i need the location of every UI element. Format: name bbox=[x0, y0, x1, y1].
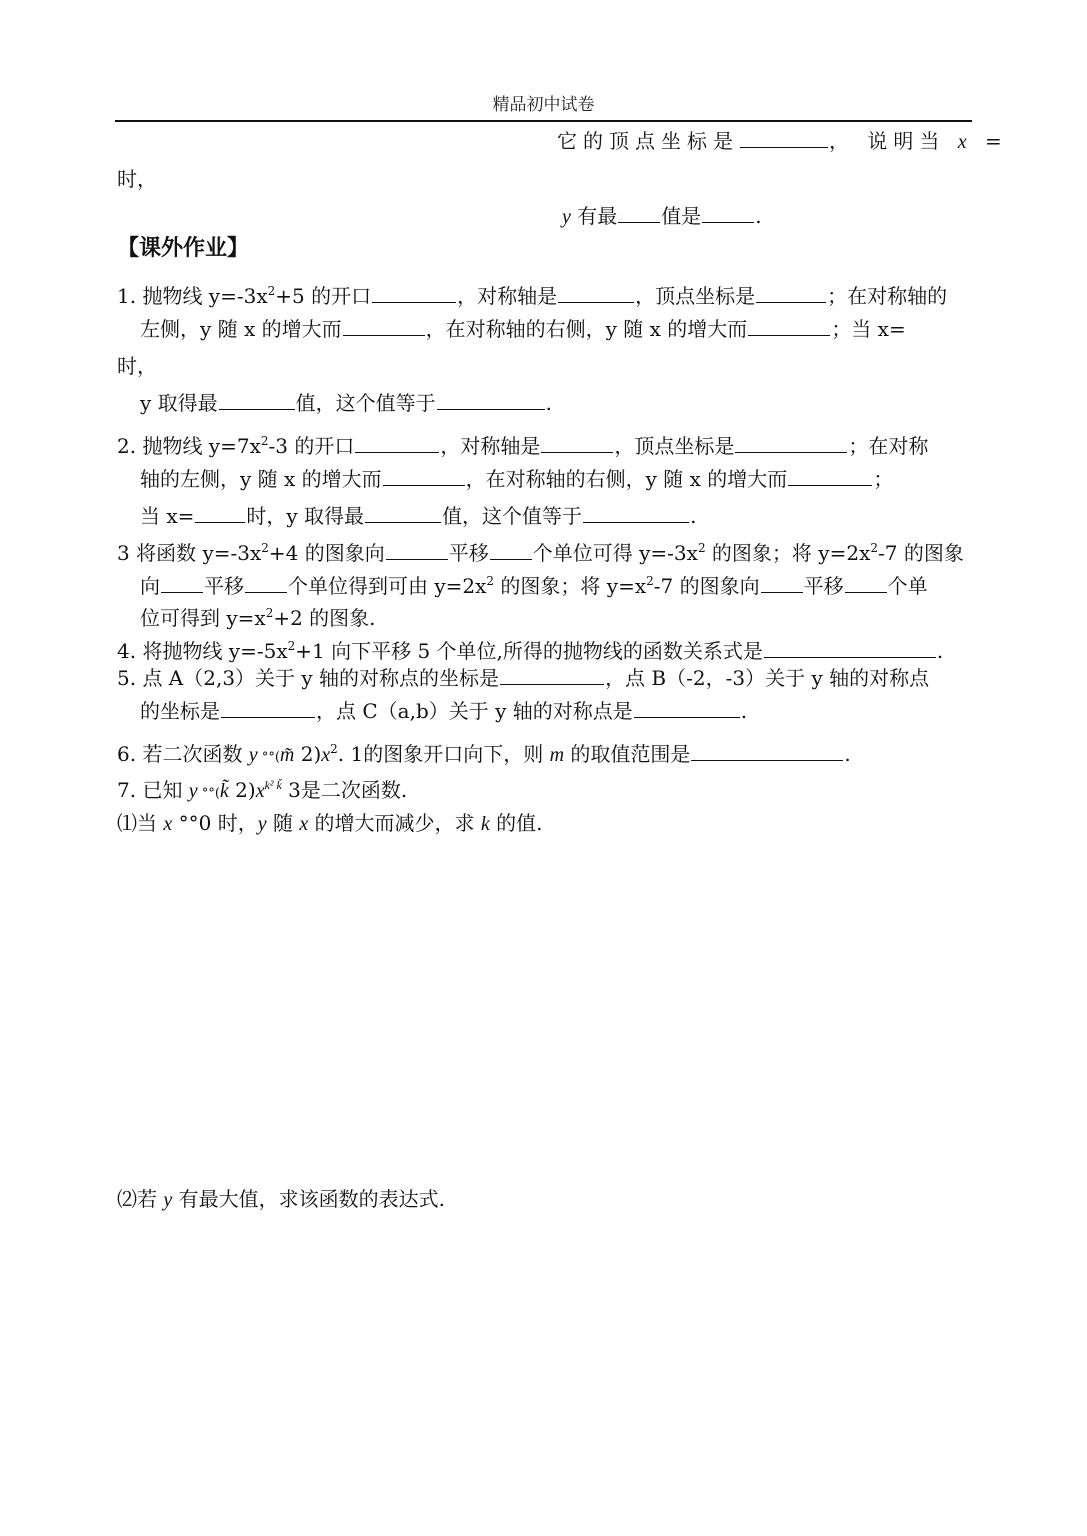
text: -7 的图象向 bbox=[653, 574, 760, 598]
text: 平移 bbox=[204, 574, 244, 598]
text: 值是 bbox=[661, 204, 702, 228]
text: 的图象开口向下，则 bbox=[363, 742, 550, 766]
page-header: 精品初中试卷 bbox=[115, 90, 972, 122]
text: ； bbox=[873, 467, 894, 491]
blank bbox=[634, 699, 740, 718]
text: ；当 x= bbox=[831, 317, 906, 341]
blank bbox=[740, 129, 828, 148]
intro-line-1 bbox=[557, 128, 1008, 155]
blank bbox=[245, 574, 287, 593]
superscript: 2 bbox=[870, 541, 878, 555]
blank bbox=[437, 391, 545, 410]
text: ⑵若 bbox=[117, 1187, 164, 1211]
var-x: x bbox=[321, 744, 331, 766]
blank bbox=[735, 434, 847, 453]
section-title: 【课外作业】 bbox=[117, 236, 250, 261]
text: ，点 B（-2，-3）关于 y 轴的对称点 bbox=[605, 666, 930, 690]
intro-line-3 bbox=[562, 203, 762, 230]
q4-line bbox=[117, 633, 943, 664]
var-x: x bbox=[255, 780, 265, 802]
text: 1. 抛物线 y=-3x bbox=[117, 284, 268, 308]
text: 3 将函数 y=-3x bbox=[117, 541, 262, 565]
blank bbox=[195, 504, 245, 523]
blank bbox=[761, 574, 803, 593]
text: ，对称轴是 bbox=[440, 434, 541, 458]
text: 7. 已知 bbox=[117, 778, 189, 802]
superscript: 2 bbox=[287, 639, 296, 653]
blank bbox=[764, 639, 936, 658]
var-k: k̃ bbox=[219, 780, 229, 802]
text: . bbox=[740, 699, 748, 723]
text: 位可得到 y=x bbox=[140, 606, 266, 630]
blank bbox=[219, 391, 295, 410]
text: 平移 bbox=[803, 574, 844, 598]
text: ⑴当 bbox=[117, 811, 164, 835]
text: 它的顶点坐标是 bbox=[557, 129, 739, 153]
blank bbox=[583, 504, 689, 523]
text: +4 的图象向 bbox=[268, 541, 385, 565]
var-m: m bbox=[549, 744, 565, 766]
text: +5 的开口 bbox=[275, 284, 372, 308]
text: ；在对称 bbox=[848, 434, 929, 458]
text: 5. 点 A（2,3）关于 y 轴的对称点的坐标是 bbox=[117, 666, 500, 690]
text: °°( bbox=[257, 750, 280, 765]
var-y: y bbox=[248, 744, 258, 766]
superscript: 2 bbox=[697, 541, 706, 555]
text: 的取值范围是 bbox=[564, 742, 691, 766]
text: 有最大值，求该函数的表达式. bbox=[172, 1187, 445, 1211]
blank bbox=[541, 434, 613, 453]
superscript: 2 bbox=[646, 574, 654, 588]
blank bbox=[365, 504, 441, 523]
var-y: y bbox=[163, 1189, 173, 1211]
superscript: 2 bbox=[486, 574, 495, 588]
text: 轴的左侧，y 随 x 的增大而 bbox=[140, 467, 382, 491]
blank bbox=[756, 284, 826, 303]
q5-line-1 bbox=[117, 665, 929, 691]
text: °°0 时， bbox=[172, 811, 258, 835]
text: 的坐标是 bbox=[140, 699, 220, 723]
text: 有最 bbox=[570, 204, 618, 228]
superscript: 2 bbox=[260, 434, 269, 448]
text: 随 bbox=[266, 811, 300, 835]
text: 的值. bbox=[489, 811, 543, 835]
q2-line-1 bbox=[117, 428, 928, 459]
var-x: x bbox=[163, 813, 173, 835]
text: -3 的开口 bbox=[268, 434, 355, 458]
text: +1 向下平移 5 个单位,所得的抛物线的函数关系式是 bbox=[295, 639, 763, 663]
blank bbox=[788, 467, 872, 486]
blank bbox=[558, 284, 634, 303]
text: 是二次函数. bbox=[300, 778, 408, 802]
text: . bbox=[936, 639, 944, 663]
text: y 取得最 bbox=[140, 391, 218, 415]
text: ；在对称轴的 bbox=[827, 284, 948, 308]
blank bbox=[355, 434, 439, 453]
text: 的增大而减少，求 bbox=[308, 811, 481, 835]
text: ，在对称轴的右侧，y 随 x 的增大而 bbox=[465, 467, 788, 491]
text: 个单位得到可由 y=2x bbox=[288, 574, 487, 598]
text: +2 的图象. bbox=[273, 606, 376, 630]
blank bbox=[691, 742, 843, 761]
var-y: y bbox=[562, 206, 571, 228]
text: 4. 将抛物线 y=-5x bbox=[117, 639, 288, 663]
text: 的图象；将 y=2x bbox=[705, 541, 871, 565]
q3-line-3 bbox=[140, 600, 376, 631]
var-x: x bbox=[299, 813, 309, 835]
text: 2) bbox=[294, 742, 322, 766]
var-x: x bbox=[957, 131, 973, 153]
text: 平移 bbox=[448, 541, 489, 565]
subq-1 bbox=[117, 810, 543, 837]
q2-line-3 bbox=[140, 503, 696, 529]
text: 2. 抛物线 y=7x bbox=[117, 434, 261, 458]
blank bbox=[161, 574, 203, 593]
text: = bbox=[972, 129, 1008, 153]
text: ，在对称轴的右侧，y 随 x 的增大而 bbox=[425, 317, 748, 341]
text: . bbox=[690, 504, 697, 528]
text: ，点 C（a,b）关于 y 轴的对称点是 bbox=[316, 699, 633, 723]
blank bbox=[343, 317, 425, 336]
q1-line-3: 时， bbox=[117, 354, 157, 378]
var-m: m̃ bbox=[279, 744, 295, 766]
text: °°( bbox=[197, 786, 220, 801]
text: 值，这个值等于 bbox=[295, 391, 436, 415]
text: 个单位可得 y=-3x bbox=[532, 541, 698, 565]
q5-line-2 bbox=[140, 698, 747, 724]
text: 向 bbox=[140, 574, 160, 598]
text: 3 bbox=[281, 778, 301, 802]
superscript: 2 bbox=[265, 606, 274, 620]
superscript: 2 bbox=[261, 541, 269, 555]
q3-line-1 bbox=[117, 535, 964, 566]
text: 个单 bbox=[887, 574, 928, 598]
superscript: 2 bbox=[267, 284, 276, 298]
text: . bbox=[545, 391, 553, 415]
blank bbox=[845, 574, 887, 593]
blank bbox=[500, 666, 604, 685]
var-y: y bbox=[188, 780, 198, 802]
text: 值，这个值等于 bbox=[442, 504, 583, 528]
blank bbox=[748, 317, 830, 336]
text: 6. 若二次函数 bbox=[117, 742, 249, 766]
blank bbox=[372, 284, 456, 303]
q7-line bbox=[117, 772, 407, 807]
q1-line-2 bbox=[140, 316, 906, 342]
text: 时，y 取得最 bbox=[246, 504, 365, 528]
q1-line-1 bbox=[117, 278, 947, 309]
blank bbox=[702, 204, 754, 223]
superscript: 2 bbox=[330, 742, 338, 756]
var-k: k bbox=[480, 813, 490, 835]
text: . bbox=[337, 742, 345, 766]
text: ，顶点坐标是 bbox=[614, 434, 735, 458]
q2-line-2 bbox=[140, 466, 893, 492]
text: -7 的图象 bbox=[878, 541, 964, 565]
text: ，对称轴是 bbox=[457, 284, 558, 308]
text: 的图象；将 y=x bbox=[494, 574, 647, 598]
blank bbox=[383, 467, 465, 486]
q6-line bbox=[117, 736, 851, 771]
subq-2 bbox=[117, 1186, 445, 1213]
blank bbox=[221, 699, 315, 718]
blank bbox=[618, 204, 660, 223]
var-y: y bbox=[257, 813, 267, 835]
text: 左侧，y 随 x 的增大而 bbox=[140, 317, 342, 341]
q3-line-2 bbox=[140, 568, 928, 599]
text: 2) bbox=[228, 778, 256, 802]
text: 当 x= bbox=[140, 504, 195, 528]
intro-line-2: 时， bbox=[117, 167, 157, 191]
text: ， 说明当 bbox=[829, 129, 958, 153]
blank bbox=[490, 541, 532, 560]
superscript: k² ǩ bbox=[264, 778, 282, 792]
text: . bbox=[844, 742, 851, 766]
text: ，顶点坐标是 bbox=[635, 284, 756, 308]
text: 1 bbox=[344, 742, 364, 766]
text: . bbox=[755, 204, 762, 228]
blank bbox=[386, 541, 448, 560]
q1-line-4 bbox=[140, 390, 552, 416]
